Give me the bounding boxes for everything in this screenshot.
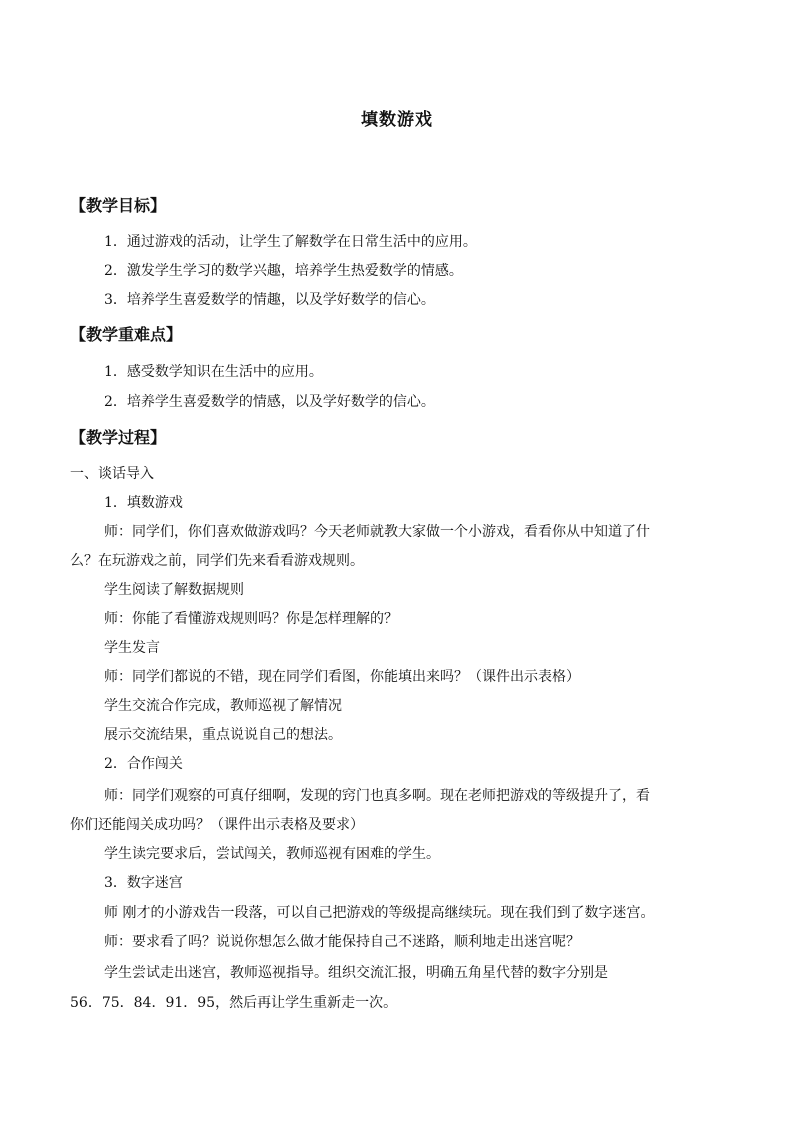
process-line: 展示交流结果，重点说说自己的想法。 bbox=[104, 727, 342, 743]
process-line: 学生阅读了解数据规则 bbox=[104, 582, 244, 598]
process-line: 一、谈话导入 bbox=[70, 466, 154, 482]
process-line: 学生读完要求后，尝试闯关，教师巡视有困难的学生。 bbox=[104, 846, 440, 862]
document-title: 填数游戏 bbox=[361, 110, 433, 130]
objective-item: 3．培养学生喜爱数学的情趣，以及学好数学的信心。 bbox=[104, 292, 435, 308]
process-line: 2．合作闯关 bbox=[104, 756, 183, 772]
objective-item: 2．激发学生学习的数学兴趣，培养学生热爱数学的情感。 bbox=[104, 263, 463, 279]
process-line: 学生发言 bbox=[104, 640, 160, 656]
key-point-item: 1．感受数学知识在生活中的应用。 bbox=[104, 364, 323, 380]
process-line: 3．数字迷宫 bbox=[104, 875, 183, 891]
section-heading-objectives: 【教学目标】 bbox=[70, 196, 167, 215]
process-line: 师：你能了看懂游戏规则吗？你是怎样理解的？ bbox=[104, 611, 398, 627]
process-line: 1．填数游戏 bbox=[104, 495, 183, 511]
section-heading-key-points: 【教学重难点】 bbox=[70, 325, 183, 344]
process-line: 56．75．84．91．95，然后再让学生重新走一次。 bbox=[70, 995, 398, 1011]
section-heading-process: 【教学过程】 bbox=[70, 428, 167, 447]
process-line: 师：同学们，你们喜欢做游戏吗？今天老师就教大家做一个小游戏，看看你从中知道了什 bbox=[104, 524, 650, 540]
process-line: 学生交流合作完成，教师巡视了解情况 bbox=[104, 698, 342, 714]
process-line: 学生尝试走出迷宫，教师巡视指导。组织交流汇报，明确五角星代替的数字分别是 bbox=[104, 965, 608, 981]
process-line: 师：同学们都说的不错，现在同学们看图，你能填出来吗？（课件出示表格） bbox=[104, 669, 580, 685]
process-line: 你们还能闯关成功吗？（课件出示表格及要求） bbox=[70, 817, 364, 833]
process-line: 么？在玩游戏之前，同学们先来看看游戏规则。 bbox=[70, 553, 364, 569]
key-point-item: 2．培养学生喜爱数学的情感，以及学好数学的信心。 bbox=[104, 394, 435, 410]
process-line: 师：要求看了吗？说说你想怎么做才能保持自己不迷路，顺利地走出迷宫呢？ bbox=[104, 934, 580, 950]
process-line: 师 刚才的小游戏告一段落，可以自己把游戏的等级提高继续玩。现在我们到了数字迷宫。 bbox=[104, 905, 655, 921]
process-line: 师：同学们观察的可真仔细啊，发现的窍门也真多啊。现在老师把游戏的等级提升了，看 bbox=[104, 788, 650, 804]
objective-item: 1．通过游戏的活动，让学生了解数学在日常生活中的应用。 bbox=[104, 234, 477, 250]
